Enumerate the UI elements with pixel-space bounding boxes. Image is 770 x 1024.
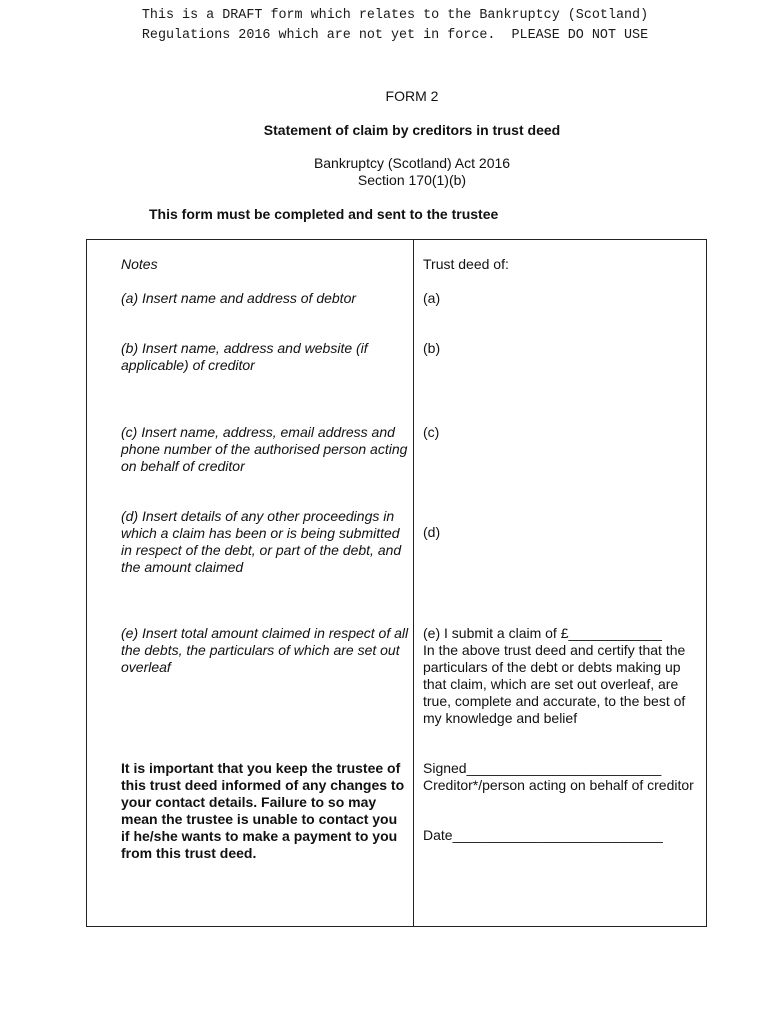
note-d-other-proceedings: (d) Insert details of any other proceedings in which a claim has been or is being submitted in respect of the debt, or part of the debt, and the amount claimed — [121, 508, 402, 575]
field-e-claim-amount[interactable]: (e) I submit a claim of £____________ — [423, 625, 662, 641]
note-b-creditor: (b) Insert name, address and website (if applicable) of creditor — [121, 340, 368, 373]
field-a-debtor[interactable]: (a) — [423, 290, 441, 306]
column-divider — [413, 239, 414, 927]
note-c-authorised-person: (c) Insert name, address, email address and phone number of the authorised person acting on behalf of creditor — [121, 424, 408, 474]
draft-notice-line-2: Regulations 2016 which are not yet in force. PLEASE DO NOT USE — [141, 28, 649, 43]
act-section: Section 170(1)(b) — [357, 172, 467, 188]
draft-notice-line-1: This is a DRAFT form which relates to the Bankruptcy (Scotland) — [141, 8, 649, 23]
note-e-total-claimed: (e) Insert total amount claimed in respect of all the debts, the particulars of which are set out overleaf — [121, 625, 409, 675]
field-c-authorised-person[interactable]: (c) — [423, 424, 440, 440]
date-field[interactable]: Date___________________________ — [423, 827, 663, 843]
draft-notice — [0, 6, 770, 46]
act-title: Bankruptcy (Scotland) Act 2016 — [313, 155, 511, 171]
notes-heading: Notes — [121, 256, 158, 272]
trust-deed-heading: Trust deed of: — [423, 256, 509, 272]
certification-statement: In the above trust deed and certify that the particulars of the debt or debts making up that claim, which are set out overleaf, are true, complete and accurate, to the best of my knowledge and belief — [423, 642, 686, 726]
note-a-debtor: (a) Insert name and address of debtor — [121, 290, 357, 306]
signer-role: Creditor*/person acting on behalf of creditor — [423, 777, 694, 793]
form-number: FORM 2 — [385, 88, 439, 104]
form-instruction: This form must be completed and sent to the trustee — [149, 206, 499, 222]
form-title: Statement of claim by creditors in trust deed — [263, 122, 561, 138]
signature-field[interactable]: Signed_________________________ — [423, 760, 662, 776]
field-d-other-proceedings[interactable]: (d) — [423, 524, 441, 540]
contact-details-warning: It is important that you keep the trustee of this trust deed informed of any changes to your contact details. Failure to so may mean the trustee is unable to contact you if he/she wants to make a payment to you from this trust deed. — [121, 760, 405, 861]
field-b-creditor[interactable]: (b) — [423, 340, 441, 356]
